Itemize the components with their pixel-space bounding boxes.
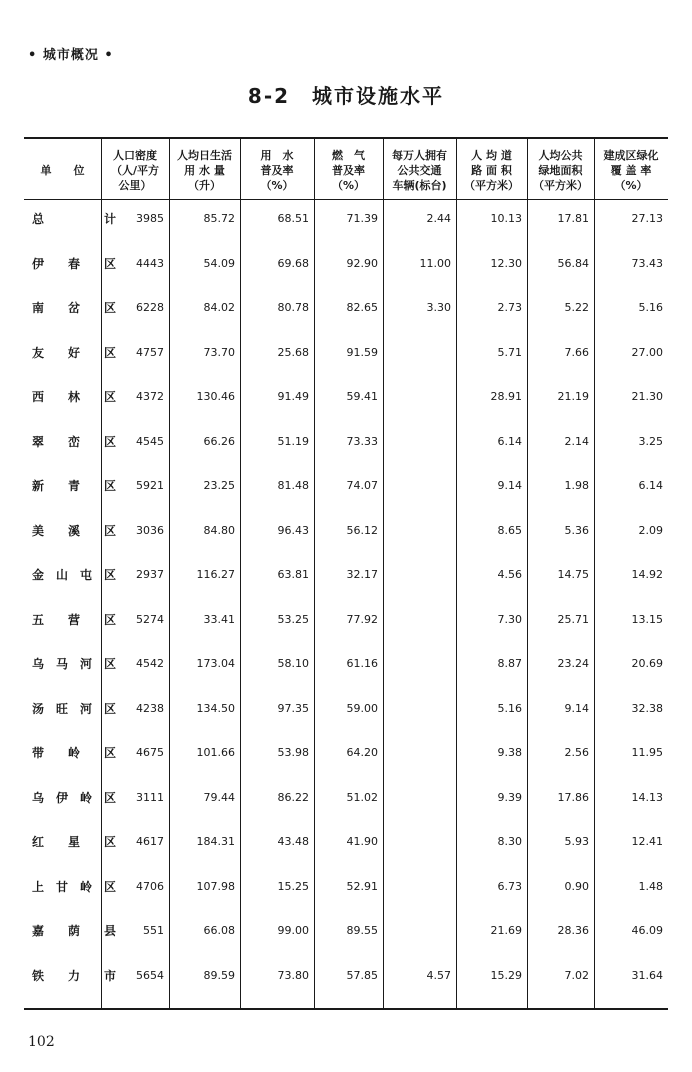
row-label: 带岭区 bbox=[32, 746, 116, 760]
column-header-line: 公里） bbox=[118, 178, 152, 192]
table-row bbox=[24, 565, 668, 585]
table-cell: 3985 bbox=[136, 212, 164, 225]
section-header: • 城市概况 • bbox=[28, 48, 114, 63]
table-cell: 184.31 bbox=[196, 835, 235, 848]
column-header-line: 人 均 道 bbox=[471, 148, 512, 162]
table-cell: 4.56 bbox=[497, 568, 522, 581]
row-label: 乌伊岭区 bbox=[32, 790, 116, 805]
column-header bbox=[24, 144, 101, 196]
table-cell: 92.90 bbox=[346, 256, 378, 270]
table-cell: 4617 bbox=[136, 835, 164, 848]
table-row bbox=[24, 832, 668, 852]
table-cell: 14.75 bbox=[557, 568, 589, 581]
table-cell: 23.25 bbox=[203, 479, 235, 492]
table-cell: 91.59 bbox=[346, 345, 378, 359]
table-cell: 4545 bbox=[136, 434, 164, 448]
table-cell: 11.00 bbox=[419, 256, 451, 270]
column-header bbox=[594, 144, 668, 196]
table-cell: 4706 bbox=[136, 879, 164, 893]
table-cell: 97.35 bbox=[277, 701, 309, 715]
row-label: 五营区 bbox=[32, 612, 116, 627]
table-cell: 25.71 bbox=[557, 612, 589, 626]
table-cell bbox=[383, 387, 451, 407]
table-cell: 1.48 bbox=[638, 879, 663, 893]
table-cell: 46.09 bbox=[631, 924, 663, 937]
column-header bbox=[240, 144, 314, 196]
column-header-line: 人均日生活 bbox=[177, 148, 232, 162]
column-header-line: 每万人拥有 bbox=[392, 148, 447, 162]
table-cell: 2.56 bbox=[564, 746, 589, 759]
table-cell: 96.43 bbox=[277, 523, 309, 537]
column-header bbox=[314, 144, 383, 196]
row-label: 新青区 bbox=[32, 479, 116, 493]
table-cell: 68.51 bbox=[277, 212, 309, 225]
table-cell: 5.36 bbox=[564, 523, 589, 537]
table-cell: 4238 bbox=[136, 701, 164, 715]
table-row bbox=[24, 966, 668, 986]
table-cell: 4372 bbox=[136, 390, 164, 403]
table-cell: 58.10 bbox=[277, 657, 309, 670]
column-header-line: （%） bbox=[614, 178, 648, 192]
table-cell: 8.30 bbox=[497, 835, 522, 848]
table-cell: 21.30 bbox=[631, 390, 663, 403]
table-cell: 51.02 bbox=[346, 790, 378, 804]
table-cell: 99.00 bbox=[277, 924, 309, 937]
table-cell: 14.92 bbox=[631, 568, 663, 581]
table-cell: 32.38 bbox=[631, 701, 663, 715]
row-label: 南岔区 bbox=[32, 301, 116, 315]
column-header bbox=[527, 144, 594, 196]
table-cell: 85.72 bbox=[203, 212, 235, 225]
table-cell: 14.13 bbox=[631, 790, 663, 804]
table-cell: 9.14 bbox=[497, 479, 522, 492]
table-cell bbox=[383, 432, 451, 452]
column-header-line: 覆 盖 率 bbox=[610, 163, 652, 177]
row-label: 铁力市 bbox=[32, 968, 116, 983]
table-cell: 134.50 bbox=[196, 701, 235, 715]
table-row bbox=[24, 254, 668, 274]
row-label: 美溪区 bbox=[32, 523, 116, 538]
table-row bbox=[24, 432, 668, 452]
column-header bbox=[383, 144, 456, 196]
table-cell: 73.33 bbox=[346, 434, 378, 448]
table-cell: 0.90 bbox=[564, 879, 589, 893]
table-cell: 89.55 bbox=[346, 924, 378, 937]
table-cell: 101.66 bbox=[196, 746, 235, 759]
table-cell bbox=[383, 476, 451, 496]
table-row bbox=[24, 298, 668, 318]
table-cell: 7.66 bbox=[564, 345, 589, 359]
table-cell: 12.30 bbox=[490, 256, 522, 270]
table-cell: 4757 bbox=[136, 345, 164, 359]
table-header-rule bbox=[24, 199, 668, 200]
table-cell: 5.16 bbox=[638, 301, 663, 314]
table-cell: 51.19 bbox=[277, 434, 309, 448]
table-cell: 5.71 bbox=[497, 345, 522, 359]
row-label: 红星区 bbox=[32, 835, 116, 849]
table-cell bbox=[383, 788, 451, 808]
table-cell: 59.00 bbox=[346, 701, 378, 715]
table-cell: 3036 bbox=[136, 523, 164, 537]
column-header-line: 燃 气 bbox=[332, 148, 365, 162]
table-cell: 1.98 bbox=[564, 479, 589, 492]
table-cell: 79.44 bbox=[203, 790, 235, 804]
table-cell: 2.14 bbox=[564, 434, 589, 448]
table-cell: 56.12 bbox=[346, 523, 378, 537]
table-row bbox=[24, 654, 668, 674]
table-cell: 64.20 bbox=[346, 746, 378, 759]
column-header-line: 人口密度 bbox=[113, 148, 157, 162]
table-cell: 63.81 bbox=[277, 568, 309, 581]
table-top-rule bbox=[24, 137, 668, 139]
table-cell: 116.27 bbox=[196, 568, 235, 581]
table-cell: 9.38 bbox=[497, 746, 522, 759]
column-header-line: 普及率 bbox=[260, 163, 294, 177]
table-cell: 31.64 bbox=[631, 968, 663, 982]
row-label: 乌马河区 bbox=[32, 657, 116, 671]
table-cell: 5274 bbox=[136, 612, 164, 626]
table-cell: 43.48 bbox=[277, 835, 309, 848]
table-row bbox=[24, 476, 668, 496]
table-cell: 5654 bbox=[136, 968, 164, 982]
page-number: 102 bbox=[28, 1034, 55, 1050]
table-row bbox=[24, 387, 668, 407]
table-cell: 2937 bbox=[136, 568, 164, 581]
table-row bbox=[24, 699, 668, 719]
column-header-line: （人/平方 bbox=[110, 163, 160, 177]
table-cell: 17.81 bbox=[557, 212, 589, 225]
column-header-line: 用 水 量 bbox=[184, 163, 225, 177]
table-cell: 52.91 bbox=[346, 879, 378, 893]
table-cell: 27.13 bbox=[631, 212, 663, 225]
table-cell: 9.39 bbox=[497, 790, 522, 804]
table-cell: 8.87 bbox=[497, 657, 522, 670]
row-label: 西林区 bbox=[32, 390, 116, 404]
table-cell: 77.92 bbox=[346, 612, 378, 626]
table-cell: 20.69 bbox=[631, 657, 663, 670]
table-cell: 9.14 bbox=[564, 701, 589, 715]
row-label: 汤旺河区 bbox=[32, 701, 116, 716]
column-header-line: 建成区绿化 bbox=[603, 148, 659, 162]
table-cell: 54.09 bbox=[203, 256, 235, 270]
table-row bbox=[24, 521, 668, 541]
table-cell: 4542 bbox=[136, 657, 164, 670]
table-cell: 56.84 bbox=[557, 256, 589, 270]
table-cell bbox=[383, 654, 451, 674]
table-cell: 17.86 bbox=[557, 790, 589, 804]
table-cell: 73.80 bbox=[277, 968, 309, 982]
table-cell: 4675 bbox=[136, 746, 164, 759]
column-header-line: 人均公共 bbox=[538, 148, 583, 162]
table-cell: 73.70 bbox=[203, 345, 235, 359]
row-label: 嘉荫县 bbox=[32, 924, 116, 938]
row-label: 友好区 bbox=[32, 345, 116, 360]
column-header-line: （升） bbox=[188, 178, 221, 192]
table-cell: 4.57 bbox=[426, 968, 451, 982]
table-cell: 41.90 bbox=[346, 835, 378, 848]
table-row bbox=[24, 921, 668, 941]
table-row bbox=[24, 788, 668, 808]
table-cell: 2.44 bbox=[426, 212, 451, 225]
table-cell: 6.14 bbox=[497, 434, 522, 448]
table-cell: 86.22 bbox=[277, 790, 309, 804]
table-cell: 33.41 bbox=[203, 612, 235, 626]
table-row bbox=[24, 610, 668, 630]
column-header-line: 普及率 bbox=[332, 163, 365, 177]
table-cell bbox=[383, 877, 451, 897]
table-cell: 3.25 bbox=[638, 434, 663, 448]
column-header-line: 用 水 bbox=[260, 148, 294, 162]
column-header-line: 车辆(标台) bbox=[392, 178, 447, 192]
column-header-line: 绿地面积 bbox=[538, 163, 583, 177]
table-cell: 15.29 bbox=[490, 968, 522, 982]
table-cell bbox=[383, 343, 451, 363]
table-cell: 74.07 bbox=[346, 479, 378, 492]
table-cell: 130.46 bbox=[196, 390, 235, 403]
table-cell: 5921 bbox=[136, 479, 164, 492]
table-cell bbox=[383, 832, 451, 852]
table-cell: 5.16 bbox=[497, 701, 522, 715]
table-cell: 6.73 bbox=[497, 879, 522, 893]
table-cell: 61.16 bbox=[346, 657, 378, 670]
table-cell bbox=[383, 743, 451, 763]
column-header-line: 单 位 bbox=[40, 163, 85, 177]
table-cell: 25.68 bbox=[277, 345, 309, 359]
table-cell: 2.73 bbox=[497, 301, 522, 314]
table-cell: 27.00 bbox=[631, 345, 663, 359]
row-label: 翠峦区 bbox=[32, 434, 116, 449]
table-row bbox=[24, 343, 668, 363]
page-title: 8-2 城市设施水平 bbox=[247, 84, 445, 108]
column-header bbox=[169, 144, 240, 196]
table-cell: 173.04 bbox=[196, 657, 235, 670]
table-row bbox=[24, 209, 668, 229]
table-bottom-rule bbox=[24, 1008, 668, 1010]
table-cell: 91.49 bbox=[277, 390, 309, 403]
column-header bbox=[456, 144, 527, 196]
table-cell: 82.65 bbox=[346, 301, 378, 314]
table-cell: 32.17 bbox=[346, 568, 378, 581]
row-label: 金山屯区 bbox=[32, 568, 116, 582]
table-cell: 15.25 bbox=[277, 879, 309, 893]
column-header-line: （平方米） bbox=[533, 178, 588, 192]
table-cell: 2.09 bbox=[638, 523, 663, 537]
table-cell: 53.25 bbox=[277, 612, 309, 626]
column-header-line: 公共交通 bbox=[397, 163, 442, 177]
table-cell: 11.95 bbox=[631, 746, 663, 759]
table-cell: 71.39 bbox=[346, 212, 378, 225]
row-label: 伊春区 bbox=[32, 256, 116, 271]
table-cell bbox=[383, 610, 451, 630]
table-cell bbox=[383, 521, 451, 541]
table-cell: 107.98 bbox=[196, 879, 235, 893]
table-cell: 53.98 bbox=[277, 746, 309, 759]
table-cell: 66.08 bbox=[203, 924, 235, 937]
table-cell: 81.48 bbox=[277, 479, 309, 492]
table-row bbox=[24, 877, 668, 897]
row-label: 总 计 bbox=[32, 212, 116, 226]
table-cell: 10.13 bbox=[490, 212, 522, 225]
table-cell: 57.85 bbox=[346, 968, 378, 982]
table-cell: 8.65 bbox=[497, 523, 522, 537]
table-cell bbox=[383, 921, 451, 941]
table-cell: 69.68 bbox=[277, 256, 309, 270]
column-header bbox=[101, 144, 169, 196]
table-cell: 3.30 bbox=[426, 301, 451, 314]
column-header-line: （%） bbox=[331, 178, 366, 192]
row-label: 上甘岭区 bbox=[32, 879, 116, 894]
table-cell: 5.93 bbox=[564, 835, 589, 848]
table-cell: 551 bbox=[143, 924, 164, 937]
table-cell: 59.41 bbox=[346, 390, 378, 403]
column-header-line: （平方米） bbox=[464, 178, 519, 192]
table-cell bbox=[383, 699, 451, 719]
table-cell: 28.91 bbox=[490, 390, 522, 403]
table-cell: 6.14 bbox=[638, 479, 663, 492]
table-cell: 66.26 bbox=[203, 434, 235, 448]
table-cell: 89.59 bbox=[203, 968, 235, 982]
table-cell: 13.15 bbox=[631, 612, 663, 626]
table-cell: 73.43 bbox=[631, 256, 663, 270]
table-cell: 7.02 bbox=[564, 968, 589, 982]
table-cell: 23.24 bbox=[557, 657, 589, 670]
table-cell: 28.36 bbox=[557, 924, 589, 937]
table-cell: 84.80 bbox=[203, 523, 235, 537]
table-cell: 3111 bbox=[136, 790, 164, 804]
table-cell: 21.69 bbox=[490, 924, 522, 937]
table-cell: 4443 bbox=[136, 256, 164, 270]
table-cell: 7.30 bbox=[497, 612, 522, 626]
table-cell: 21.19 bbox=[557, 390, 589, 403]
column-header-line: 路 面 积 bbox=[471, 163, 512, 177]
table-cell: 84.02 bbox=[203, 301, 235, 314]
table-cell: 12.41 bbox=[631, 835, 663, 848]
table-cell: 5.22 bbox=[564, 301, 589, 314]
table-cell bbox=[383, 565, 451, 585]
table-cell: 80.78 bbox=[277, 301, 309, 314]
table-row bbox=[24, 743, 668, 763]
table-cell: 6228 bbox=[136, 301, 164, 314]
column-header-line: （%） bbox=[260, 178, 294, 192]
